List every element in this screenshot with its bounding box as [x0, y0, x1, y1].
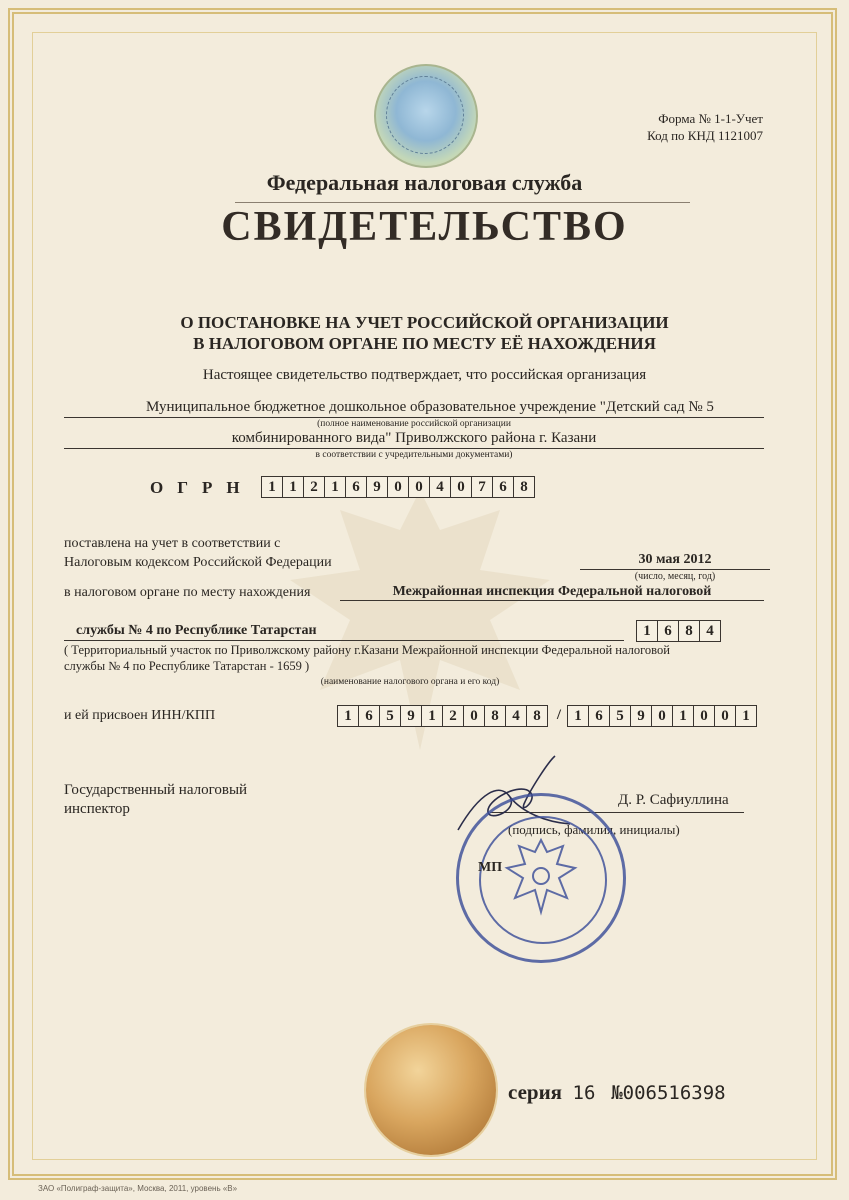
kpp-digit: 1: [567, 705, 589, 727]
organ-code-digit: 6: [657, 620, 679, 642]
ogrn-digit: 1: [324, 476, 346, 498]
inspector-position-1: Государственный налоговый: [64, 782, 248, 798]
registration-text-2: Налоговым кодексом Российской Федерации: [64, 555, 332, 570]
kpp-digit: 1: [672, 705, 694, 727]
ogrn-digit: 9: [366, 476, 388, 498]
ogrn-digit: 1: [282, 476, 304, 498]
organ-underline-1: [340, 600, 764, 601]
inn-digit: 0: [463, 705, 485, 727]
org-name-hint-1: (полное наименование российской организации: [317, 419, 511, 429]
ogrn-digit: 2: [303, 476, 325, 498]
inspector-position-2: инспектор: [64, 801, 130, 817]
organ-note-2: службы № 4 по Республике Татарстан - 1659 ): [64, 659, 310, 673]
inn-digit: 6: [358, 705, 380, 727]
hologram-emblem-icon: [374, 64, 478, 168]
organ-underline-2: [64, 640, 624, 641]
org-name-line-1: Муниципальное бюджетное дошкольное образовательное учреждение "Детский сад № 5: [146, 399, 714, 415]
certificate-subtitle: [0, 312, 849, 354]
kpp-digit: 0: [651, 705, 673, 727]
organ-code-digit: 1: [636, 620, 658, 642]
inn-digit: 8: [484, 705, 506, 727]
inn-kpp-boxes: [338, 705, 757, 727]
ogrn-label: ОГРН: [150, 478, 254, 497]
printer-footer: ЗАО «Полиграф-защита», Москва, 2011, уровень «В»: [38, 1184, 238, 1193]
organ-label: в налоговом органе по месту нахождения: [64, 585, 311, 600]
knd-code: Код по КНД 1121007: [647, 128, 763, 143]
certificate-title: СВИДЕТЕЛЬСТВО: [221, 204, 628, 250]
inn-digit: 1: [337, 705, 359, 727]
org-name-underline-2: [64, 448, 764, 449]
series-label: серия: [508, 1080, 563, 1104]
inspector-name: Д. Р. Сафиуллина: [618, 792, 729, 808]
series-value: 16: [572, 1082, 596, 1104]
kpp-digit: 0: [714, 705, 736, 727]
inn-digit: 8: [526, 705, 548, 727]
organ-code-digit: 8: [678, 620, 700, 642]
organ-note-1: ( Территориальный участок по Приволжскому району г.Казани Межрайонной инспекции Федеральной налоговой: [64, 643, 670, 657]
registration-text-1: поставлена на учет в соответствии с: [64, 536, 281, 551]
organ-code-digit: 4: [699, 620, 721, 642]
ogrn-digit: 1: [261, 476, 283, 498]
kpp-digit: 6: [588, 705, 610, 727]
inn-kpp-separator: /: [556, 707, 562, 723]
inn-kpp-label: и ей присвоен ИНН/КПП: [64, 708, 216, 723]
signature-hint: (подпись, фамилия, инициалы): [508, 822, 680, 837]
inn-digit: 9: [400, 705, 422, 727]
stamp-eagle-icon: [503, 836, 579, 916]
official-stamp: [456, 793, 626, 963]
ogrn-digit: 6: [345, 476, 367, 498]
mp-mark: МП: [478, 860, 503, 875]
inn-digit: 4: [505, 705, 527, 727]
ogrn-digit: 6: [492, 476, 514, 498]
inn-digit: 2: [442, 705, 464, 727]
ogrn-boxes: [262, 476, 535, 498]
ogrn-digit: 8: [513, 476, 535, 498]
ogrn-digit: 7: [471, 476, 493, 498]
ogrn-digit: 4: [429, 476, 451, 498]
subtitle-line-1: О ПОСТАНОВКЕ НА УЧЕТ РОССИЙСКОЙ ОРГАНИЗАЦИИ: [180, 313, 669, 332]
organ-name-line-2: службы № 4 по Республике Татарстан: [76, 623, 317, 638]
kpp-digit: 0: [693, 705, 715, 727]
organ-name-line-1: Межрайонная инспекция Федеральной налоговой: [392, 584, 712, 599]
date-hint: (число, месяц, год): [634, 571, 716, 582]
date-underline: [580, 569, 770, 570]
kpp-digit: 1: [735, 705, 757, 727]
registration-date: 30 мая 2012: [638, 552, 712, 567]
serial-number: [508, 1080, 726, 1105]
kpp-digit: 5: [609, 705, 631, 727]
ogrn-digit: 0: [408, 476, 430, 498]
ogrn-digit: 0: [450, 476, 472, 498]
serial-value: №006516398: [611, 1082, 726, 1104]
agency-title: Федеральная налоговая служба: [266, 170, 583, 195]
ogrn-digit: 0: [387, 476, 409, 498]
org-name-underline-1: [64, 417, 764, 418]
gold-seal-emblem-icon: [366, 1025, 496, 1155]
org-name-line-2: комбинированного вида" Приволжского района г. Казани: [231, 430, 597, 446]
organ-hint: (наименование налогового органа и его код): [320, 677, 500, 687]
subtitle-line-2: В НАЛОГОВОМ ОРГАНЕ ПО МЕСТУ ЕЁ НАХОЖДЕНИЯ: [193, 334, 656, 353]
kpp-digit: 9: [630, 705, 652, 727]
form-code: [647, 110, 763, 144]
inn-digit: 1: [421, 705, 443, 727]
form-number: Форма № 1-1-Учет: [658, 111, 763, 126]
confirm-text: Настоящее свидетельство подтверждает, что российская организация: [202, 367, 647, 383]
organ-code-boxes: [637, 620, 721, 642]
inn-digit: 5: [379, 705, 401, 727]
org-name-hint-2: в соответствии с учредительными документами): [315, 450, 513, 460]
